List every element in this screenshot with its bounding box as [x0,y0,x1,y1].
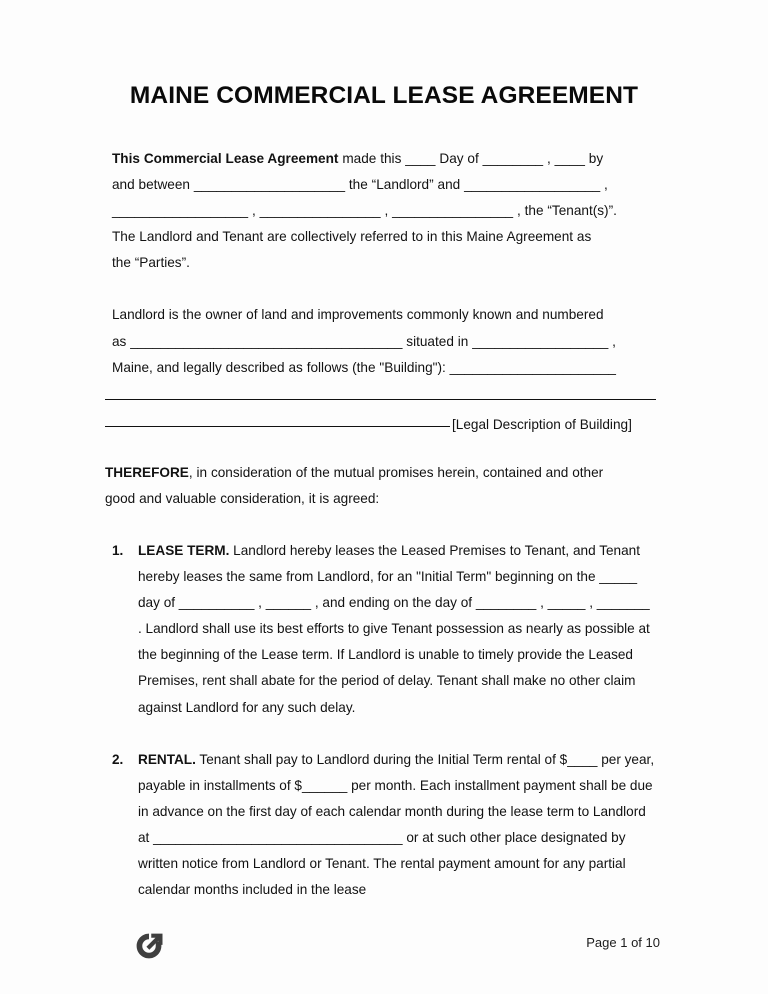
legal-description-rule-1 [105,399,656,400]
document-body [112,146,657,381]
legal-description-rule-2 [105,426,450,427]
clause-heading: LEASE TERM. [138,543,230,558]
legal-description-label: [Legal Description of Building] [452,417,632,432]
clause-body [138,747,657,904]
therefore-paragraph [105,460,660,512]
page-footer [0,926,768,972]
clause-item [112,747,657,904]
premises-line-1: Landlord is the owner of land and improvements commonly known and numbered [112,307,604,323]
therefore-line-1-rest: , in consideration of the mutual promises herein, contained and other [188,465,604,480]
premises-line-3: Maine, and legally described as follows (the "Building"): ______________________ [112,359,616,375]
page-title: MAINE COMMERCIAL LEASE AGREEMENT [129,82,639,109]
clause-text: Landlord hereby leases the Leased Premises to Tenant, and Tenant hereby leases the same from Landlord, for an "Initial Term" beginning on the _____ day of __________ , ______ , and ending on the day of ________ , _____ , _______ . Landlord shall use its best efforts to give Tenant possession as nearly as possible at the beginning of the Lease term. If Landlord is unable to timely provide the Leased Premises, rent shall abate for the period of delay. Tenant shall make no other claim against Landlord for any such delay. [138,543,650,715]
spacer [112,276,657,302]
clause-text: Tenant shall pay to Landlord during the Initial Term rental of $____ per year, payable in installments of $______ per month. Each installment payment shall be due in advance on the first day of each calendar month during the lease term to Landlord at _________________________________ or at such other place designated by written notice from Landlord or Tenant. The rental payment amount for any partial calendar months included in the lease [138,751,655,898]
external-link-circle-logo-icon [131,928,167,964]
premises-line-2: as ____________________________________ situated in __________________ , [112,333,616,349]
intro-paragraph [112,146,657,276]
premises-paragraph [112,302,657,380]
intro-line-3: __________________ , ________________ , ________________ , the “Tenant(s)”. [112,203,617,219]
intro-line-5: the “Parties”. [112,255,190,271]
clause-body [138,538,657,721]
clause-number: 1. [112,543,124,558]
clause-list-container [112,538,657,903]
therefore-line-1 [105,460,660,486]
intro-line-4: The Landlord and Tenant are collectively referred to in this Maine Agreement as [112,229,592,245]
therefore-line-2: good and valuable consideration, it is agreed: [105,491,380,507]
intro-lead-bold: This Commercial Lease Agreement [112,151,339,166]
intro-line-2: and between ____________________ the “Landlord” and __________________ , [112,177,608,193]
intro-line-1-rest: made this ____ Day of ________ , ____ by [342,151,604,166]
page-number-label: Page 1 of 10 [586,935,660,950]
clause-heading: RENTAL. [138,751,196,767]
therefore-lead-bold: THEREFORE [105,465,189,480]
clause-list [112,538,657,903]
clause-number: 2. [112,751,124,767]
intro-line-1 [112,146,657,172]
clause-item [112,538,657,721]
